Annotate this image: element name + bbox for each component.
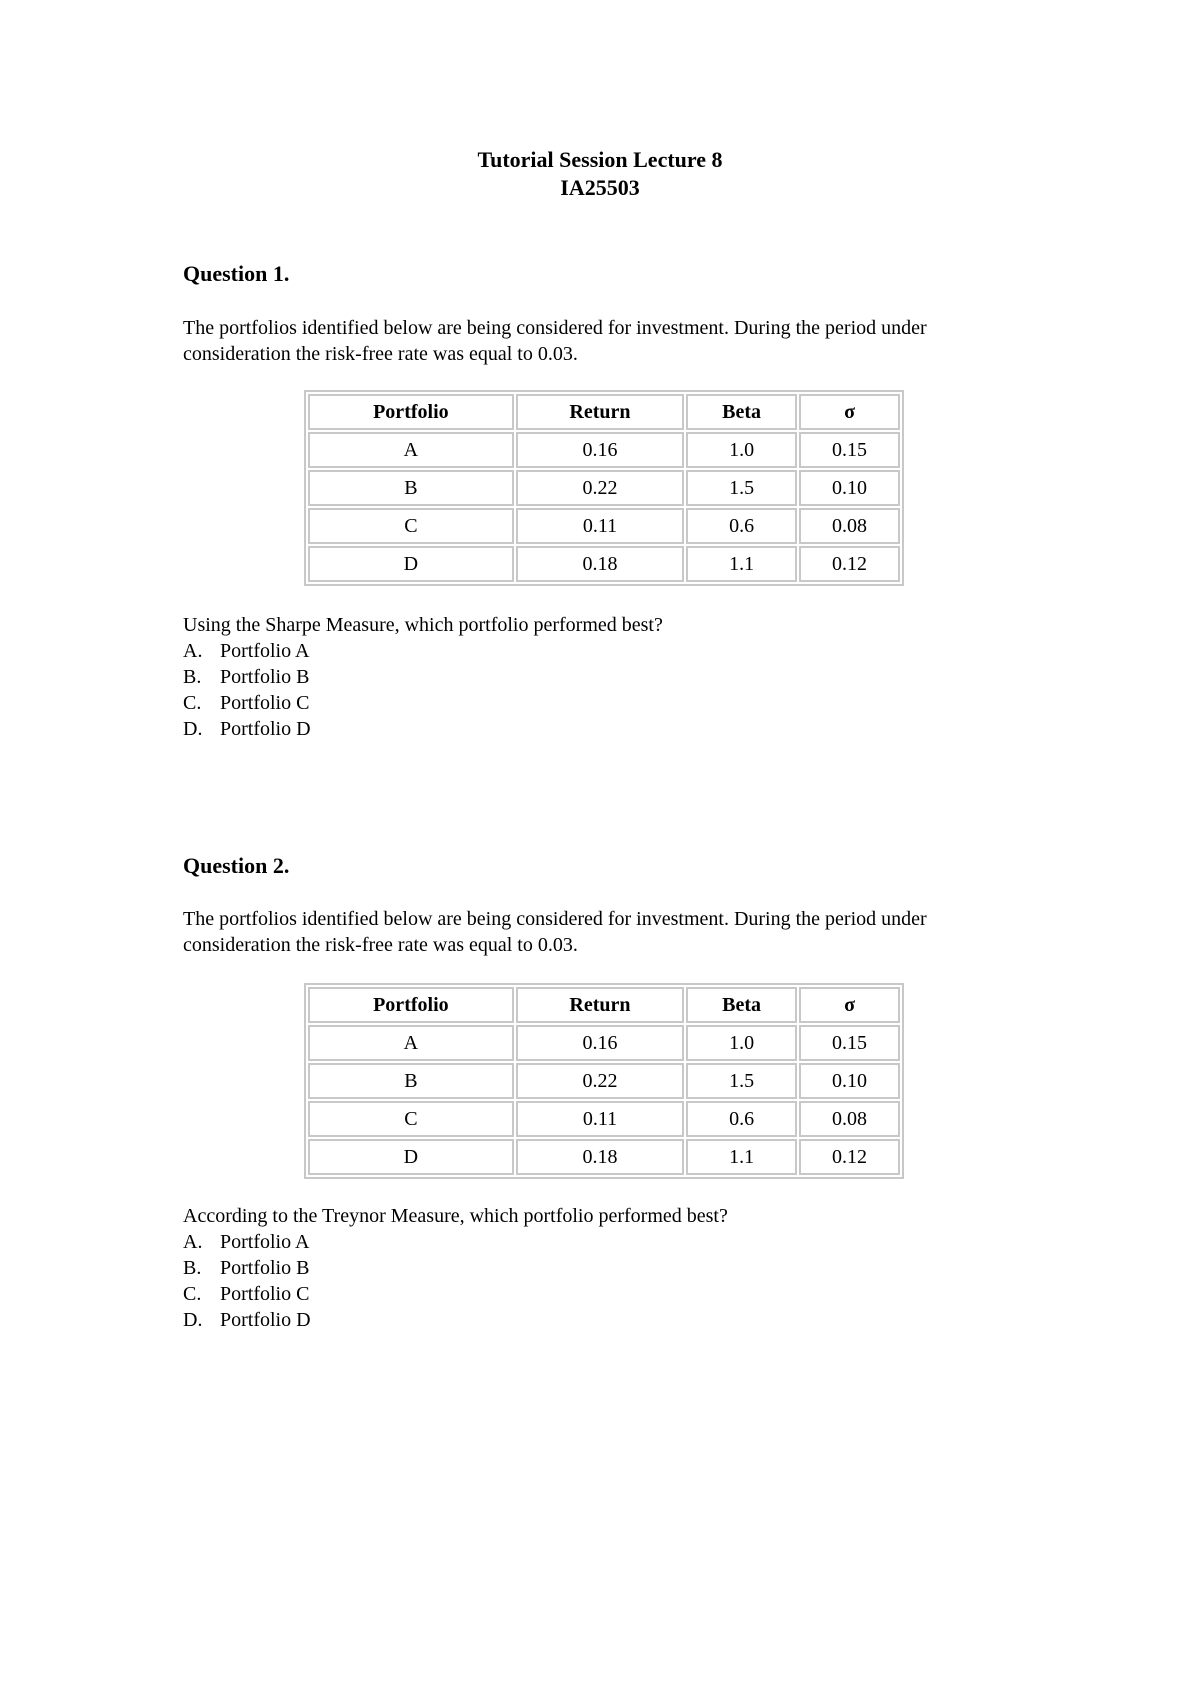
table-row bbox=[308, 1025, 900, 1061]
answer-option-b bbox=[183, 1255, 311, 1281]
table-row bbox=[308, 508, 900, 544]
answer-option-d bbox=[183, 1307, 311, 1333]
table-cell: 1.5 bbox=[686, 1063, 797, 1099]
option-text: Portfolio C bbox=[220, 692, 310, 714]
table-row bbox=[308, 1139, 900, 1175]
question-2-intro bbox=[183, 906, 1063, 958]
table-cell: 0.11 bbox=[516, 508, 684, 544]
table-cell: 0.10 bbox=[799, 470, 900, 506]
question-2-intro-line-2: consideration the risk-free rate was equal to 0.03. bbox=[183, 934, 578, 956]
option-letter: B. bbox=[183, 1257, 202, 1279]
course-code: IA25503 bbox=[560, 175, 640, 200]
table-cell: 0.08 bbox=[799, 1101, 900, 1137]
table-cell: D bbox=[308, 546, 514, 582]
answer-option-c bbox=[183, 690, 311, 716]
option-text: Portfolio C bbox=[220, 1283, 310, 1305]
table-row bbox=[308, 1063, 900, 1099]
table-cell: 0.16 bbox=[516, 1025, 684, 1061]
option-letter: A. bbox=[183, 640, 203, 662]
option-letter: A. bbox=[183, 1231, 203, 1253]
question-1-heading: Question 1. bbox=[183, 261, 290, 286]
table-cell: 1.0 bbox=[686, 1025, 797, 1061]
answer-option-c bbox=[183, 1281, 311, 1307]
table-cell: B bbox=[308, 1063, 514, 1099]
option-letter: D. bbox=[183, 1309, 203, 1331]
question-1-intro bbox=[183, 315, 1063, 367]
question-2-table bbox=[304, 983, 904, 1179]
table-cell: 1.5 bbox=[686, 470, 797, 506]
option-text: Portfolio B bbox=[220, 1257, 310, 1279]
option-text: Portfolio A bbox=[220, 1231, 310, 1253]
table-cell: 0.15 bbox=[799, 432, 900, 468]
table-cell: 1.0 bbox=[686, 432, 797, 468]
table-cell: 0.15 bbox=[799, 1025, 900, 1061]
table-cell: 0.08 bbox=[799, 508, 900, 544]
table-cell: 0.18 bbox=[516, 1139, 684, 1175]
table-cell: 0.22 bbox=[516, 470, 684, 506]
option-text: Portfolio D bbox=[220, 718, 311, 740]
answer-option-a bbox=[183, 1229, 311, 1255]
table-cell: 0.12 bbox=[799, 546, 900, 582]
question-1-prompt: Using the Sharpe Measure, which portfolio performed best? bbox=[183, 614, 663, 636]
table-cell: 0.10 bbox=[799, 1063, 900, 1099]
option-letter: C. bbox=[183, 1283, 202, 1305]
table-cell: 0.22 bbox=[516, 1063, 684, 1099]
document-title: Tutorial Session Lecture 8 bbox=[477, 147, 723, 172]
option-text: Portfolio A bbox=[220, 640, 310, 662]
column-header-return: Return bbox=[516, 394, 684, 430]
column-header-portfolio: Portfolio bbox=[308, 987, 514, 1023]
table-cell: C bbox=[308, 1101, 514, 1137]
answer-option-b bbox=[183, 664, 311, 690]
option-letter: B. bbox=[183, 666, 202, 688]
table-cell: A bbox=[308, 1025, 514, 1061]
answer-option-d bbox=[183, 716, 311, 742]
table-cell: B bbox=[308, 470, 514, 506]
table-cell: 0.6 bbox=[686, 508, 797, 544]
table-cell: 1.1 bbox=[686, 1139, 797, 1175]
option-text: Portfolio B bbox=[220, 666, 310, 688]
table-cell: 0.16 bbox=[516, 432, 684, 468]
column-header-sigma: σ bbox=[799, 394, 900, 430]
table-cell: 1.1 bbox=[686, 546, 797, 582]
table-cell: D bbox=[308, 1139, 514, 1175]
column-header-sigma: σ bbox=[799, 987, 900, 1023]
table-header-row bbox=[308, 987, 900, 1023]
table-row bbox=[308, 432, 900, 468]
table-cell: C bbox=[308, 508, 514, 544]
table-row bbox=[308, 1101, 900, 1137]
question-2-options bbox=[183, 1229, 311, 1333]
option-text: Portfolio D bbox=[220, 1309, 311, 1331]
question-2-heading: Question 2. bbox=[183, 853, 290, 878]
column-header-return: Return bbox=[516, 987, 684, 1023]
table-row bbox=[308, 470, 900, 506]
question-1-options bbox=[183, 638, 311, 742]
question-2-prompt: According to the Treynor Measure, which portfolio performed best? bbox=[183, 1205, 728, 1227]
column-header-portfolio: Portfolio bbox=[308, 394, 514, 430]
table-cell: 0.6 bbox=[686, 1101, 797, 1137]
answer-option-a bbox=[183, 638, 311, 664]
table-cell: 0.18 bbox=[516, 546, 684, 582]
table-row bbox=[308, 546, 900, 582]
table-header-row bbox=[308, 394, 900, 430]
column-header-beta: Beta bbox=[686, 987, 797, 1023]
table-cell: A bbox=[308, 432, 514, 468]
question-1-intro-line-2: consideration the risk-free rate was equal to 0.03. bbox=[183, 343, 578, 365]
table-cell: 0.11 bbox=[516, 1101, 684, 1137]
option-letter: D. bbox=[183, 718, 203, 740]
question-1-intro-line-1: The portfolios identified below are being considered for investment. During the period under bbox=[183, 317, 927, 339]
table-cell: 0.12 bbox=[799, 1139, 900, 1175]
column-header-beta: Beta bbox=[686, 394, 797, 430]
question-1-table bbox=[304, 390, 904, 586]
option-letter: C. bbox=[183, 692, 202, 714]
question-2-intro-line-1: The portfolios identified below are being considered for investment. During the period under bbox=[183, 908, 927, 930]
